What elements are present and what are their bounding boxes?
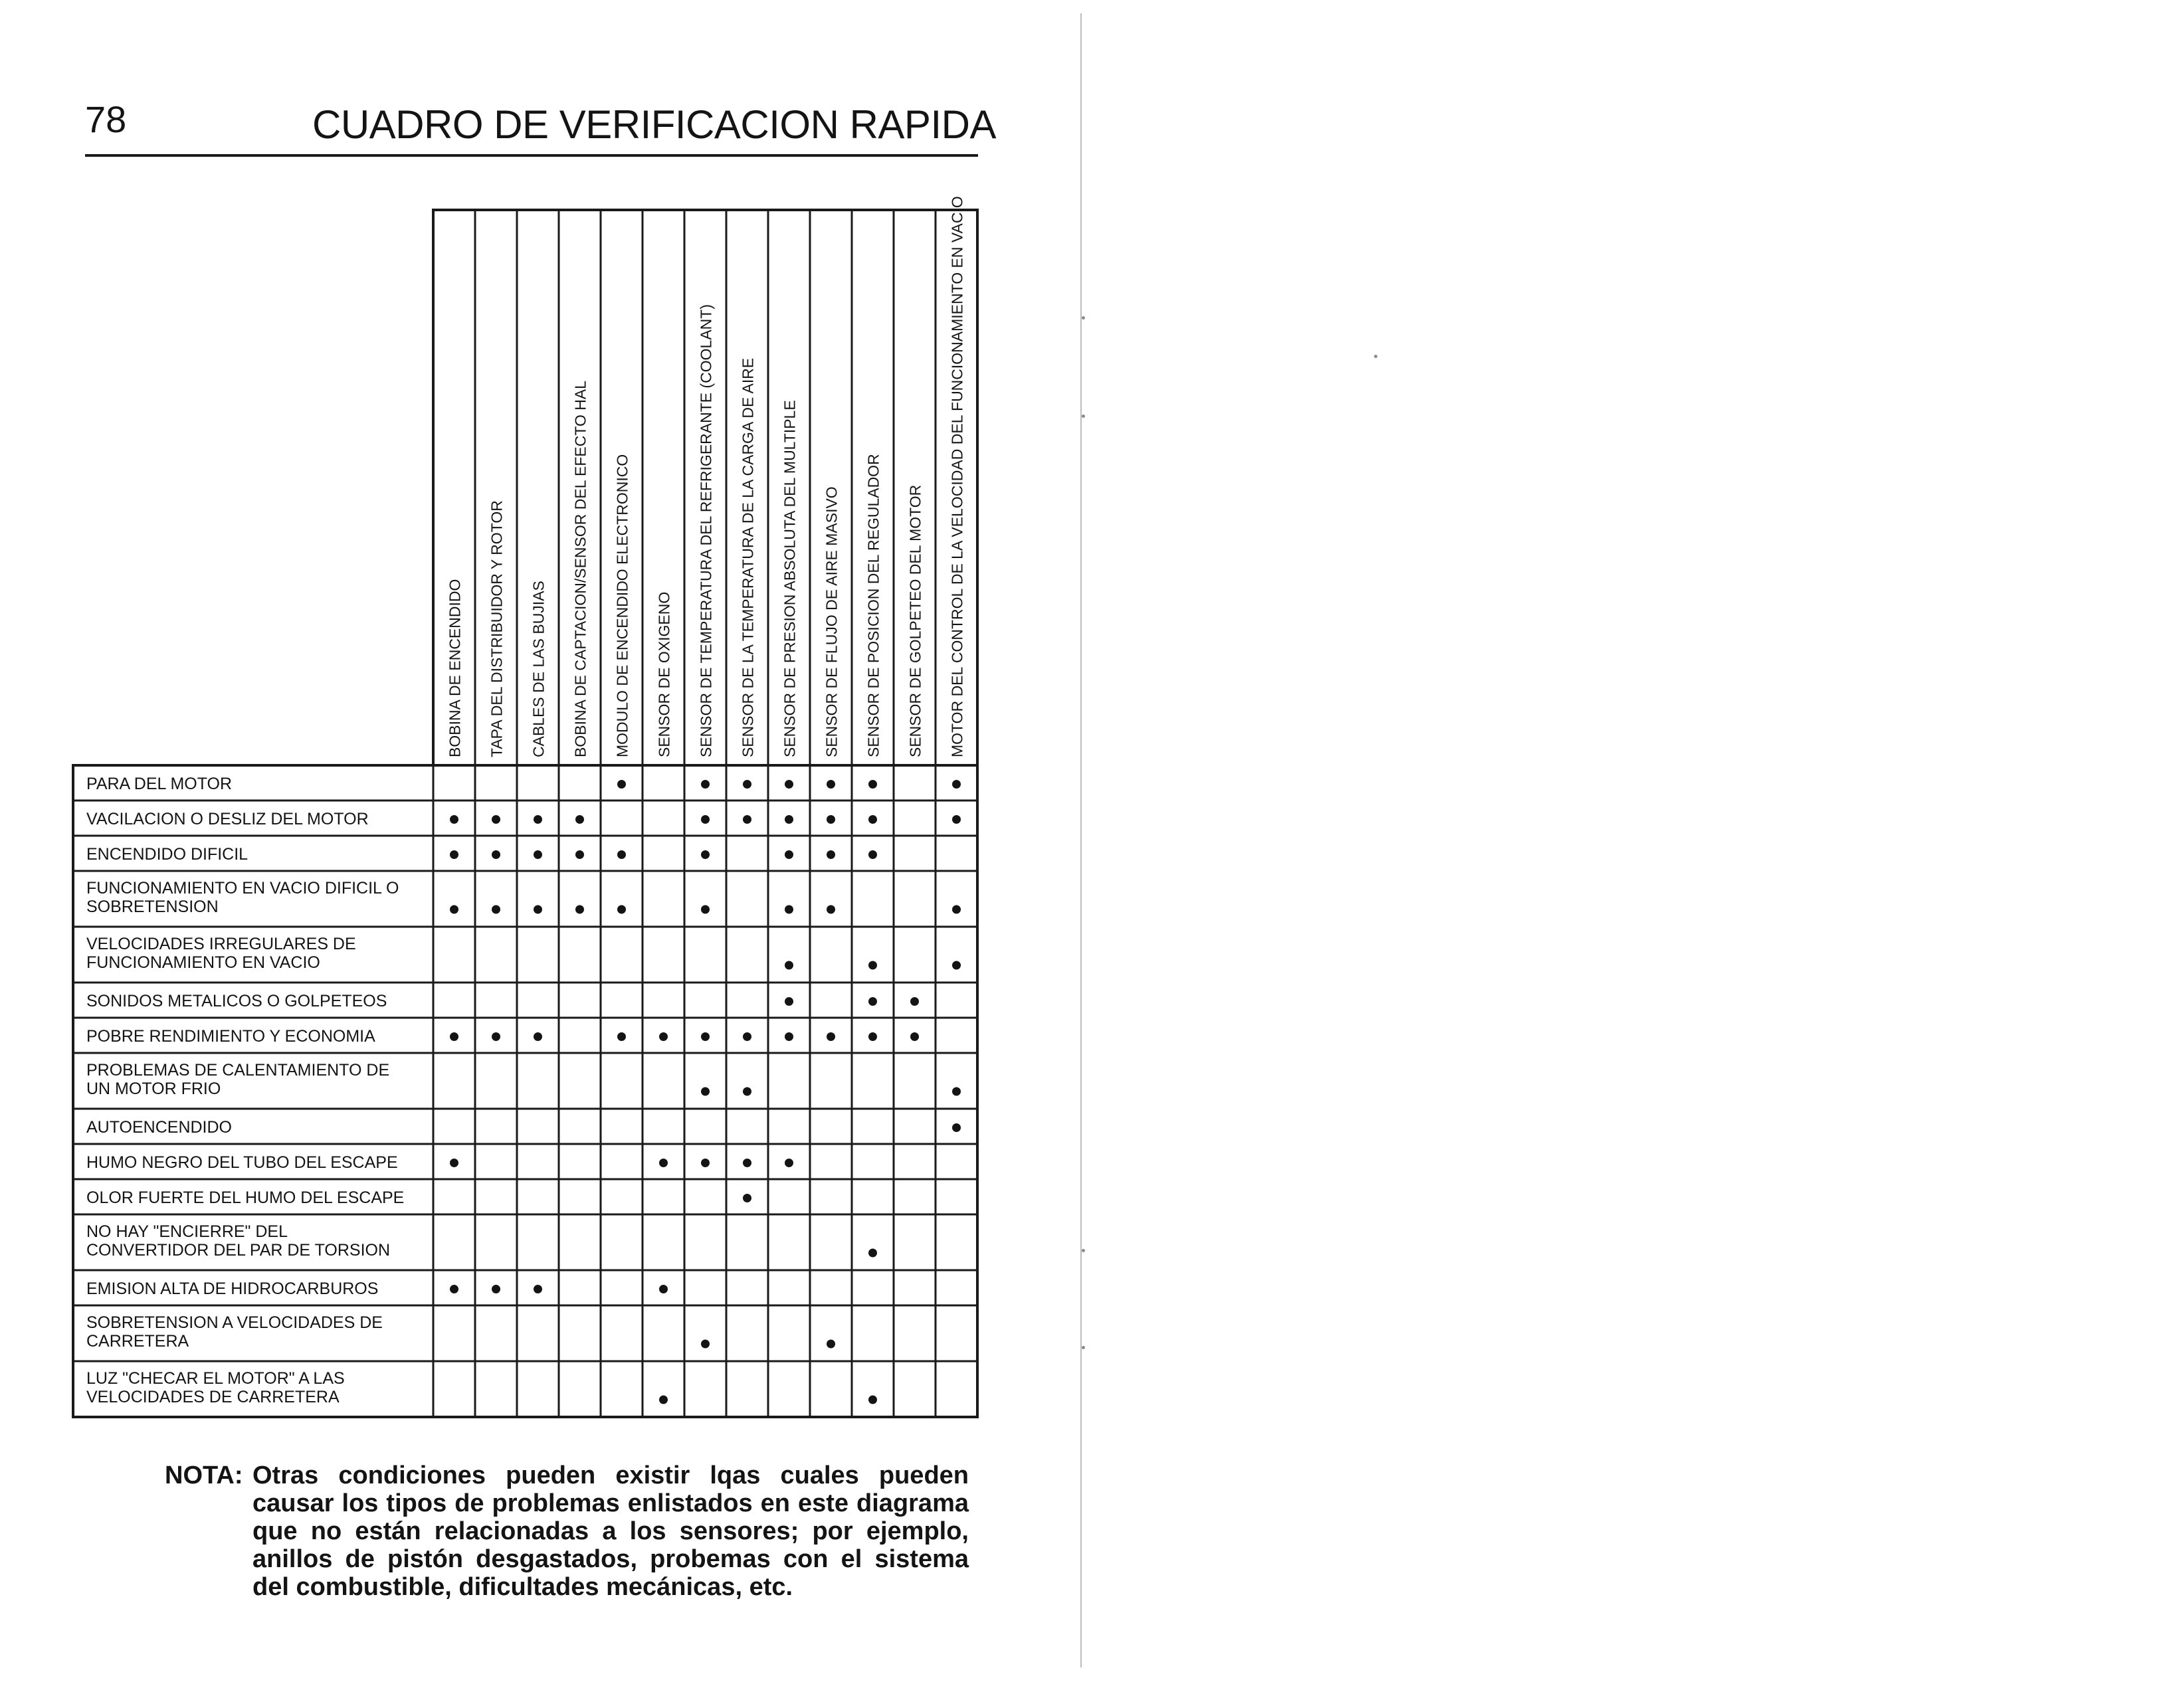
table-cell	[517, 983, 559, 1018]
column-header-label: SENSOR DE LA TEMPERATURA DE LA CARGA DE AIRE	[739, 357, 757, 757]
column-header-label: SENSOR DE FLUJO DE AIRE MASIVO	[823, 486, 841, 757]
check-dot	[534, 905, 542, 914]
check-dot	[575, 850, 584, 859]
table-cell	[475, 983, 517, 1018]
check-dot	[450, 850, 458, 859]
check-dot	[785, 1032, 793, 1041]
check-dot	[827, 1032, 835, 1041]
table-cell	[726, 1361, 768, 1417]
table-cell	[684, 1361, 726, 1417]
table-cell	[684, 1305, 726, 1361]
table-cell	[810, 1361, 852, 1417]
check-dot	[785, 1159, 793, 1167]
column-header-label: SENSOR DE PRESION ABSOLUTA DEL MULTIPLE	[781, 400, 799, 757]
table-cell	[810, 1144, 852, 1179]
table-cell	[601, 1361, 643, 1417]
table-cell	[559, 1305, 601, 1361]
table-cell	[684, 1179, 726, 1214]
table-cell	[433, 1053, 475, 1109]
row-label: LUZ "CHECAR EL MOTOR" A LAS	[86, 1369, 345, 1388]
table-cell	[559, 1270, 601, 1305]
check-dot	[743, 815, 751, 824]
table-cell	[810, 1109, 852, 1144]
check-dot	[868, 780, 877, 789]
table-cell	[726, 1214, 768, 1270]
table-cell	[601, 1305, 643, 1361]
check-dot	[534, 815, 542, 824]
table-cell	[936, 836, 977, 871]
table-cell	[684, 927, 726, 983]
table-cell	[768, 927, 810, 983]
row-label: CARRETERA	[86, 1332, 189, 1351]
table-cell	[894, 871, 936, 927]
check-dot	[827, 905, 835, 914]
table-cell	[894, 765, 936, 801]
column-header-label: CABLES DE LAS BUJIAS	[530, 581, 547, 757]
check-dot	[534, 1032, 542, 1041]
table-cell	[475, 1179, 517, 1214]
check-dot	[868, 1396, 877, 1404]
table-cell	[433, 1214, 475, 1270]
table-cell	[810, 1214, 852, 1270]
table-cell	[852, 871, 894, 927]
note-text: Otras condiciones pueden existir lqas cuales pueden causar los tipos de problemas enlistados en este diagrama que no están relacionadas a los sensores; por ejemplo, anillos de pistón desgastados, probemas con el sistema del combustible, dificultades mecánicas, etc.	[252, 1461, 969, 1601]
check-dot	[868, 961, 877, 970]
row-label: UN MOTOR FRIO	[86, 1080, 221, 1098]
table-cell	[894, 1144, 936, 1179]
table-cell	[643, 983, 684, 1018]
table-cell	[894, 1109, 936, 1144]
table-cell	[475, 1305, 517, 1361]
table-cell	[475, 1053, 517, 1109]
check-dot	[827, 815, 835, 824]
row-label: SONIDOS METALICOS O GOLPETEOS	[86, 992, 387, 1010]
table-cell	[852, 1109, 894, 1144]
check-dot	[952, 780, 961, 789]
table-cell	[768, 1179, 810, 1214]
table-cell	[601, 871, 643, 927]
table-cell	[684, 871, 726, 927]
table-cell	[852, 1270, 894, 1305]
table-cell	[894, 836, 936, 871]
check-dot	[492, 850, 500, 859]
table-cell	[433, 765, 475, 801]
table-cell	[433, 1305, 475, 1361]
table-cell	[643, 836, 684, 871]
table-cell	[433, 1109, 475, 1144]
check-dot	[743, 1032, 751, 1041]
table-cell	[517, 765, 559, 801]
table-cell	[894, 801, 936, 836]
table-cell	[517, 1109, 559, 1144]
table-cell	[559, 1018, 601, 1053]
check-dot	[659, 1032, 668, 1041]
check-dot	[701, 780, 710, 789]
table-cell	[768, 1305, 810, 1361]
table-cell	[601, 1109, 643, 1144]
page-spine-divider	[1080, 13, 1082, 1667]
row-label: EMISION ALTA DE HIDROCARBUROS	[86, 1279, 379, 1298]
check-dot	[785, 815, 793, 824]
table-cell	[852, 927, 894, 983]
table-cell	[475, 1109, 517, 1144]
check-dot	[450, 1159, 458, 1167]
scan-speck	[1082, 316, 1085, 320]
check-dot	[534, 850, 542, 859]
table-cell	[601, 1270, 643, 1305]
table-cell	[768, 1361, 810, 1417]
row-label: POBRE RENDIMIENTO Y ECONOMIA	[86, 1027, 375, 1046]
table-cell	[517, 1361, 559, 1417]
check-dot	[743, 1194, 751, 1202]
check-dot	[534, 1285, 542, 1293]
check-dot	[785, 905, 793, 914]
table-cell	[559, 871, 601, 927]
table-cell	[643, 871, 684, 927]
check-dot	[617, 1032, 626, 1041]
check-dot	[868, 997, 877, 1006]
row-label: OLOR FUERTE DEL HUMO DEL ESCAPE	[86, 1188, 405, 1207]
check-dot	[659, 1159, 668, 1167]
table-cell	[894, 1214, 936, 1270]
row-label: FUNCIONAMIENTO EN VACIO DIFICIL O	[86, 879, 399, 897]
table-cell	[936, 1179, 977, 1214]
check-dot	[743, 780, 751, 789]
table-cell	[726, 1270, 768, 1305]
table-cell	[559, 983, 601, 1018]
column-header-label: BOBINA DE CAPTACION/SENSOR DEL EFECTO HAL	[571, 380, 589, 757]
table-cell	[433, 1361, 475, 1417]
table-cell	[517, 1053, 559, 1109]
table-cell	[810, 1053, 852, 1109]
table-cell	[894, 1361, 936, 1417]
table-cell	[936, 1361, 977, 1417]
table-cell	[475, 1214, 517, 1270]
table-cell	[643, 1179, 684, 1214]
table-cell	[810, 1305, 852, 1361]
table-cell	[559, 1109, 601, 1144]
check-dot	[827, 780, 835, 789]
table-cell	[936, 983, 977, 1018]
row-label: HUMO NEGRO DEL TUBO DEL ESCAPE	[86, 1153, 398, 1172]
table-cell	[936, 1053, 977, 1109]
check-dot	[910, 997, 919, 1006]
table-cell	[643, 765, 684, 801]
check-dot	[785, 850, 793, 859]
table-cell	[810, 1179, 852, 1214]
table-cell	[601, 801, 643, 836]
table-cell	[517, 1305, 559, 1361]
table-cell	[684, 1270, 726, 1305]
table-cell	[559, 1053, 601, 1109]
row-label: AUTOENCENDIDO	[86, 1118, 233, 1137]
table-cell	[601, 927, 643, 983]
row-label: CONVERTIDOR DEL PAR DE TORSION	[86, 1241, 391, 1260]
table-cell	[433, 983, 475, 1018]
table-cell	[852, 1214, 894, 1270]
check-dot	[492, 1285, 500, 1293]
check-dot	[659, 1285, 668, 1293]
check-dot	[785, 780, 793, 789]
check-dot	[617, 780, 626, 789]
table-cell	[643, 1305, 684, 1361]
column-header-label: SENSOR DE POSICION DEL REGULADOR	[864, 454, 882, 757]
check-dot	[617, 905, 626, 914]
table-cell	[643, 1214, 684, 1270]
table-cell	[936, 1018, 977, 1053]
scan-speck	[1082, 1249, 1085, 1252]
table-cell	[517, 927, 559, 983]
table-cell	[936, 1305, 977, 1361]
table-cell	[601, 1144, 643, 1179]
table-cell	[810, 927, 852, 983]
table-cell	[768, 1270, 810, 1305]
table-cell	[684, 983, 726, 1018]
check-dot	[701, 1087, 710, 1096]
check-dot	[952, 905, 961, 914]
check-dot	[450, 815, 458, 824]
table-cell	[684, 1053, 726, 1109]
column-header-label: MODULO DE ENCENDIDO ELECTRONICO	[613, 454, 631, 757]
table-cell	[643, 927, 684, 983]
check-dot	[785, 961, 793, 970]
table-cell	[643, 1053, 684, 1109]
row-label: FUNCIONAMIENTO EN VACIO	[86, 953, 320, 972]
table-cell	[768, 871, 810, 927]
row-label: VELOCIDADES DE CARRETERA	[86, 1388, 340, 1406]
table-cell	[726, 927, 768, 983]
table-cell	[936, 1270, 977, 1305]
check-dot	[743, 1159, 751, 1167]
table-cell	[894, 1179, 936, 1214]
table-cell	[559, 1361, 601, 1417]
table-cell	[517, 1144, 559, 1179]
check-dot	[952, 1123, 961, 1132]
table-cell	[768, 1109, 810, 1144]
check-dot	[575, 905, 584, 914]
column-header-label: SENSOR DE TEMPERATURA DEL REFRIGERANTE (COOLANT)	[697, 304, 715, 757]
check-dot	[492, 1032, 500, 1041]
table-cell	[852, 1361, 894, 1417]
table-cell	[559, 1214, 601, 1270]
table-cell	[475, 871, 517, 927]
column-header-label: SENSOR DE OXIGENO	[655, 591, 673, 757]
table-cell	[936, 927, 977, 983]
row-label: VACILACION O DESLIZ DEL MOTOR	[86, 810, 369, 828]
table-cell	[559, 765, 601, 801]
table-cell	[810, 1270, 852, 1305]
check-dot	[952, 961, 961, 970]
table-cell	[684, 1109, 726, 1144]
scan-speck	[1374, 355, 1377, 358]
column-header-label: SENSOR DE GOLPETEO DEL MOTOR	[906, 484, 924, 757]
table-cell	[559, 1179, 601, 1214]
check-dot	[868, 815, 877, 824]
column-header-label: MOTOR DEL CONTROL DE LA VELOCIDAD DEL FUNCIONAMIENTO EN VACIO	[948, 196, 966, 757]
check-dot	[450, 1285, 458, 1293]
page-title: CUADRO DE VERIFICACION RAPIDA	[312, 102, 996, 147]
row-label: NO HAY "ENCIERRE" DEL	[86, 1222, 288, 1241]
column-header-label: BOBINA DE ENCENDIDO	[446, 579, 464, 757]
check-dot	[827, 850, 835, 859]
table-cell	[475, 765, 517, 801]
table-cell	[936, 1214, 977, 1270]
table-cell	[601, 983, 643, 1018]
column-header-label: TAPA DEL DISTRIBUIDOR Y ROTOR	[488, 500, 506, 757]
check-dot	[910, 1032, 919, 1041]
check-dot	[450, 1032, 458, 1041]
table-cell	[433, 871, 475, 927]
check-dot	[868, 1249, 877, 1258]
check-dot	[492, 815, 500, 824]
check-dot	[701, 815, 710, 824]
check-dot	[617, 850, 626, 859]
table-cell	[517, 1179, 559, 1214]
table-cell	[894, 1053, 936, 1109]
table-cell	[433, 1179, 475, 1214]
table-cell	[517, 1214, 559, 1270]
table-cell	[852, 1179, 894, 1214]
page-number: 78	[85, 98, 127, 140]
table-cell	[684, 1214, 726, 1270]
check-dot	[701, 850, 710, 859]
table-cell	[601, 1179, 643, 1214]
check-dot	[701, 1340, 710, 1349]
table-cell	[726, 1053, 768, 1109]
check-dot	[868, 1032, 877, 1041]
row-label: VELOCIDADES IRREGULARES DE	[86, 935, 356, 953]
table-cell	[643, 1109, 684, 1144]
table-cell	[643, 1361, 684, 1417]
note-label: NOTA:	[165, 1461, 243, 1489]
check-dot	[827, 1340, 835, 1349]
check-dot	[659, 1396, 668, 1404]
table-cell	[643, 801, 684, 836]
check-dot	[701, 905, 710, 914]
table-cell	[894, 1270, 936, 1305]
table-cell	[936, 871, 977, 927]
table-cell	[768, 1053, 810, 1109]
check-dot	[492, 905, 500, 914]
table-cell	[475, 1144, 517, 1179]
table-cell	[852, 1053, 894, 1109]
table-cell	[517, 871, 559, 927]
check-dot	[952, 815, 961, 824]
check-dot	[701, 1159, 710, 1167]
table-cell	[852, 1305, 894, 1361]
table-cell	[726, 1109, 768, 1144]
check-dot	[450, 905, 458, 914]
row-label: PARA DEL MOTOR	[86, 775, 233, 793]
check-dot	[785, 997, 793, 1006]
check-dot	[952, 1087, 961, 1096]
table-cell	[559, 1144, 601, 1179]
check-dot	[868, 850, 877, 859]
table-cell	[936, 1144, 977, 1179]
table-cell	[726, 836, 768, 871]
table-cell	[601, 1214, 643, 1270]
table-cell	[475, 1361, 517, 1417]
table-cell	[433, 927, 475, 983]
scan-speck	[1082, 1346, 1085, 1349]
table-cell	[726, 1305, 768, 1361]
table-cell	[559, 927, 601, 983]
check-dot	[575, 815, 584, 824]
table-cell	[810, 871, 852, 927]
table-cell	[852, 1144, 894, 1179]
row-label: PROBLEMAS DE CALENTAMIENTO DE	[86, 1061, 390, 1080]
table-cell	[768, 1214, 810, 1270]
table-cell	[894, 927, 936, 983]
row-label: SOBRETENSION A VELOCIDADES DE	[86, 1313, 383, 1332]
table-cell	[894, 1305, 936, 1361]
note-block	[165, 1461, 969, 1601]
table-cell	[810, 983, 852, 1018]
table-cell	[601, 1053, 643, 1109]
check-dot	[743, 1087, 751, 1096]
scan-speck	[1082, 415, 1085, 418]
table-cell	[475, 927, 517, 983]
table-cell	[726, 983, 768, 1018]
table-cell	[726, 871, 768, 927]
row-label: SOBRETENSION	[86, 897, 219, 916]
row-label: ENCENDIDO DIFICIL	[86, 845, 248, 864]
check-dot	[701, 1032, 710, 1041]
